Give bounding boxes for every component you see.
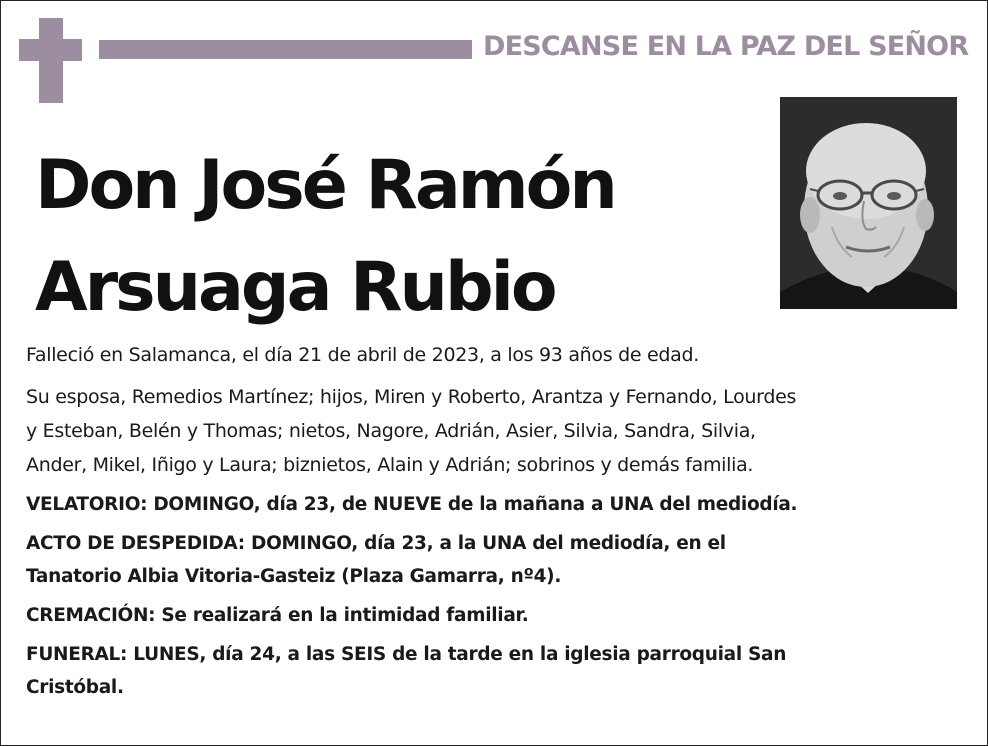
name-line-1: Don José Ramón bbox=[35, 146, 615, 225]
header-rule bbox=[99, 40, 472, 59]
cross-icon-bar bbox=[19, 39, 82, 61]
notice-body bbox=[26, 338, 961, 704]
cremacion-line: CREMACIÓN: Se realizará en la intimidad familiar. bbox=[26, 605, 529, 626]
despedida-line-2: Tanatorio Albia Vitoria-Gasteiz (Plaza Gamarra, nº4). bbox=[26, 566, 562, 587]
portrait-photo bbox=[780, 97, 957, 309]
funeral-line-2: Cristóbal. bbox=[26, 677, 124, 698]
portrait-icon bbox=[780, 97, 957, 309]
velatorio-line: VELATORIO: DOMINGO, día 23, de NUEVE de la mañana a UNA del mediodía. bbox=[26, 494, 798, 515]
family-line-3: Ander, Mikel, Iñigo y Laura; biznietos, Alain y Adrián; sobrinos y demás familia. bbox=[26, 454, 754, 476]
deceased-name bbox=[35, 135, 615, 339]
funeral-line-1: FUNERAL: LUNES, día 24, a las SEIS de la tarde en la iglesia parroquial San bbox=[26, 644, 787, 665]
death-line: Falleció en Salamanca, el día 21 de abril de 2023, a los 93 años de edad. bbox=[26, 344, 699, 366]
family-line-1: Su esposa, Remedios Martínez; hijos, Miren y Roberto, Arantza y Fernando, Lourdes bbox=[26, 386, 797, 408]
family-line-2: y Esteban, Belén y Thomas; nietos, Nagore, Adrián, Asier, Silvia, Sandra, Silvia, bbox=[26, 420, 756, 442]
name-line-2: Arsuaga Rubio bbox=[35, 248, 555, 327]
despedida-line-1: ACTO DE DESPEDIDA: DOMINGO, día 23, a la UNA del mediodía, en el bbox=[26, 533, 726, 554]
tagline: DESCANSE EN LA PAZ DEL SEÑOR bbox=[483, 31, 969, 62]
